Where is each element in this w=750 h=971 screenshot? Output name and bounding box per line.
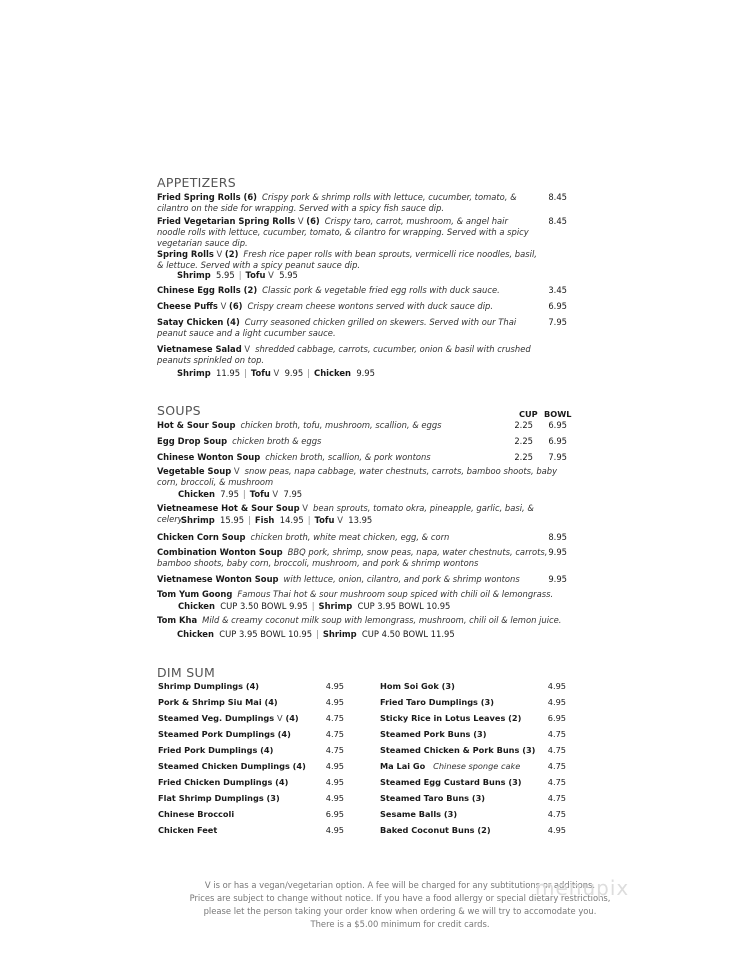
- vegan-mark: V: [268, 270, 274, 280]
- item-name: Chicken Feet: [158, 825, 218, 835]
- item-price: 4.75: [325, 713, 344, 723]
- item-price: 6.95: [547, 713, 566, 723]
- item-description: with lettuce, onion, cilantro, and pork & shrimp wontons: [283, 574, 520, 584]
- dim-sum-item: [380, 761, 566, 771]
- item-description: Crispy cream cheese wontons served with duck sauce dip.: [247, 301, 494, 311]
- item-name: Ma Lai Go: [380, 761, 426, 771]
- item-options: Shrimp 11.95 | Tofu V 9.95 | Chicken 9.95: [177, 368, 375, 378]
- item-name: Egg Drop Soup: [157, 436, 228, 446]
- option-price: CUP 3.95 BOWL 10.95: [357, 601, 451, 611]
- item-price: 4.95: [325, 681, 344, 691]
- menu-item: [157, 420, 567, 431]
- item-name: Fried Chicken Dumplings (4): [158, 777, 289, 787]
- menu-item: [157, 615, 567, 626]
- dim-sum-item: [380, 825, 566, 835]
- option-price: 14.95: [279, 515, 304, 525]
- item-name: Steamed Pork Buns (3): [380, 729, 487, 739]
- menu-item: [157, 589, 567, 600]
- dim-sum-item: [380, 777, 566, 787]
- cup-price: 2.25: [514, 420, 533, 430]
- option-name: Shrimp: [177, 368, 211, 378]
- item-price: 6.95: [548, 420, 567, 430]
- item-name: Shrimp Dumplings (4): [158, 681, 260, 691]
- item-price: 4.75: [547, 793, 566, 803]
- item-description: Crispy taro, carrot, mushroom, & angel hair noodle rolls with lettuce, cucumber, tomato, & cilantro for wrapping. Served with a spicy vegetarian sauce dip.: [157, 216, 529, 248]
- item-name: Steamed Pork Dumplings (4): [158, 729, 291, 739]
- dim-sum-item: [158, 777, 344, 787]
- dim-sum-item: [158, 697, 344, 707]
- item-name: Vietnamese Salad: [157, 344, 242, 354]
- item-price: 4.75: [547, 777, 566, 787]
- option-name: Tofu: [249, 489, 270, 499]
- item-name: Chinese Broccoli: [158, 809, 235, 819]
- option-price: 15.95: [220, 515, 245, 525]
- option-price: 9.95: [284, 368, 304, 378]
- bowl-header: BOWL: [544, 409, 572, 419]
- item-count: (4): [285, 713, 299, 723]
- option-price: 7.95: [283, 489, 303, 499]
- item-description: Mild & creamy coconut milk soup with lemongrass, mushroom, chili oil & lemon juice.: [202, 615, 562, 625]
- item-description: snow peas, napa cabbage, water chestnuts, carrots, bamboo shoots, baby corn, broccoli, & mushroom: [157, 466, 558, 487]
- item-name: Steamed Taro Buns (3): [380, 793, 486, 803]
- option-name: Chicken: [178, 601, 215, 611]
- item-name: Fried Taro Dumplings (3): [380, 697, 494, 707]
- item-name: Fried Vegetarian Spring Rolls: [157, 216, 296, 226]
- section-title-dim-sum: DIM SUM: [157, 665, 216, 680]
- menu-item: [157, 344, 567, 366]
- option-name: Fish: [254, 515, 275, 525]
- vegan-mark: V: [216, 249, 223, 259]
- option-name: Shrimp: [177, 270, 211, 280]
- menu-item: [157, 452, 567, 463]
- section-title-appetizers: APPETIZERS: [157, 175, 236, 190]
- menu-item: [157, 574, 567, 585]
- item-name: Spring Rolls: [157, 249, 214, 259]
- option-name: Shrimp: [318, 601, 353, 611]
- item-description: Chinese sponge cake: [433, 761, 521, 771]
- item-price: 4.95: [325, 777, 344, 787]
- footer-note: please let the person taking your order know when ordering & we will try to accomodate you.: [203, 906, 597, 916]
- item-name: Vietneamese Hot & Sour Soup: [157, 503, 300, 513]
- menu-item: [157, 249, 567, 271]
- item-name: Chicken Corn Soup: [157, 532, 246, 542]
- footer-note: There is a $5.00 minimum for credit cards.: [310, 919, 490, 929]
- item-name: Combination Wonton Soup: [157, 547, 283, 557]
- item-price: 9.95: [548, 547, 567, 557]
- item-name: Sticky Rice in Lotus Leaves (2): [380, 713, 522, 723]
- option-price: 11.95: [216, 368, 241, 378]
- item-description: BBQ pork, shrimp, snow peas, napa, water chestnuts, carrots, bamboo shoots, baby corn, broccoli, mushroom, and pork & shrimp wontons: [157, 547, 548, 568]
- item-options: Chicken CUP 3.95 BOWL 10.95 | Shrimp CUP 4.50 BOWL 11.95: [177, 629, 455, 639]
- vegan-mark: V: [272, 489, 279, 499]
- item-name: Steamed Chicken Dumplings (4): [158, 761, 306, 771]
- option-price: 5.95: [216, 270, 235, 280]
- item-price: 7.95: [548, 317, 567, 327]
- dim-sum-item: [158, 713, 344, 723]
- option-price: 9.95: [356, 368, 375, 378]
- item-options: Shrimp 5.95 | Tofu V 5.95: [177, 270, 298, 280]
- item-price: 6.95: [325, 809, 344, 819]
- dim-sum-item: [158, 793, 344, 803]
- item-description: chicken broth, scallion, & pork wontons: [265, 452, 431, 462]
- item-name: Steamed Egg Custard Buns (3): [380, 777, 522, 787]
- item-price: 4.75: [547, 761, 566, 771]
- item-name: Hot & Sour Soup: [157, 420, 236, 430]
- vegan-mark: V: [233, 466, 240, 476]
- item-price: 4.95: [325, 697, 344, 707]
- dim-sum-item: [158, 825, 344, 835]
- option-name: Chicken: [178, 489, 215, 499]
- item-name: Tom Kha: [157, 615, 198, 625]
- vegan-mark: V: [277, 713, 283, 723]
- option-price: CUP 3.95 BOWL 10.95: [219, 629, 313, 639]
- option-name: Tofu: [245, 270, 266, 280]
- vegan-mark: V: [273, 368, 280, 378]
- dim-sum-item: [380, 713, 566, 723]
- dim-sum-item: [158, 729, 344, 739]
- item-description: Classic pork & vegetable fried egg rolls with duck sauce.: [262, 285, 500, 295]
- item-price: 4.75: [547, 809, 566, 819]
- item-description: Crispy pork & shrimp rolls with lettuce, cucumber, tomato, & cilantro on the side for wrapping. Served with a spicy fish sauce dip.: [157, 192, 517, 213]
- option-name: Shrimp: [322, 629, 357, 639]
- option-name: Chicken: [314, 368, 351, 378]
- item-price: 9.95: [548, 574, 567, 584]
- option-price: 5.95: [279, 270, 298, 280]
- dim-sum-item: [158, 681, 344, 691]
- item-price: 4.95: [547, 681, 566, 691]
- footer-note: V is or has a vegan/vegetarian option. A fee will be charged for any subtitutions or additions.: [204, 880, 596, 890]
- menu-item: [157, 192, 567, 214]
- item-price: 4.75: [547, 745, 566, 755]
- item-description: chicken broth & eggs: [232, 436, 322, 446]
- vegan-mark: V: [337, 515, 343, 525]
- watermark-logo: menupix: [535, 876, 630, 900]
- option-price: CUP 4.50 BOWL 11.95: [361, 629, 455, 639]
- menu-item: [157, 317, 567, 339]
- item-name: Hom Soi Gok (3): [380, 681, 455, 691]
- item-name: Vegetable Soup: [157, 466, 232, 476]
- dim-sum-item: [380, 745, 566, 755]
- item-description: chicken broth, tofu, mushroom, scallion, & eggs: [240, 420, 442, 430]
- item-name: Vietnamese Wonton Soup: [157, 574, 279, 584]
- vegan-mark: V: [297, 216, 304, 226]
- item-options: Shrimp 15.95 | Fish 14.95 | Tofu V 13.95: [181, 515, 373, 525]
- dim-sum-item: [380, 809, 566, 819]
- item-count: (6): [229, 301, 243, 311]
- vegan-mark: V: [302, 503, 309, 513]
- dim-sum-item: [158, 745, 344, 755]
- item-price: 4.75: [547, 729, 566, 739]
- item-price: 3.45: [548, 285, 567, 295]
- footer-note: Prices are subject to change without notice. If you have a food allergy or special dietary restrictions,: [189, 893, 611, 903]
- option-name: Tofu: [250, 368, 271, 378]
- menu-item: [157, 216, 567, 249]
- menu-item: [157, 532, 567, 543]
- item-price: 8.45: [548, 192, 567, 202]
- cup-price: 2.25: [514, 436, 533, 446]
- option-name: Chicken: [177, 629, 214, 639]
- item-description: Curry seasoned chicken grilled on skewers. Served with our Thai peanut sauce and a light cucumber sauce.: [157, 317, 517, 338]
- option-price: 13.95: [348, 515, 373, 525]
- item-price: 4.95: [547, 697, 566, 707]
- item-name: Cheese Puffs: [157, 301, 218, 311]
- item-name: Pork & Shrimp Siu Mai (4): [158, 697, 278, 707]
- item-name: Flat Shrimp Dumplings (3): [158, 793, 280, 803]
- item-price: 6.95: [548, 301, 567, 311]
- item-name: Steamed Veg. Dumplings: [158, 713, 275, 723]
- option-name: Tofu: [314, 515, 335, 525]
- dim-sum-item: [380, 697, 566, 707]
- menu-item: [157, 285, 567, 296]
- menu-item: [157, 436, 567, 447]
- item-description: chicken broth, white meat chicken, egg, & corn: [250, 532, 450, 542]
- item-price: 4.95: [325, 825, 344, 835]
- item-name: Fried Pork Dumplings (4): [158, 745, 274, 755]
- item-price: 4.95: [547, 825, 566, 835]
- item-price: 4.75: [325, 729, 344, 739]
- item-name: Satay Chicken (4): [157, 317, 240, 327]
- option-price: CUP 3.50 BOWL 9.95: [220, 601, 308, 611]
- item-price: 4.75: [325, 745, 344, 755]
- item-count: (2): [224, 249, 239, 259]
- item-price: 8.95: [548, 532, 567, 542]
- item-price: 4.95: [325, 761, 344, 771]
- item-price: 6.95: [548, 436, 567, 446]
- item-name: Steamed Chicken & Pork Buns (3): [380, 745, 536, 755]
- menu-item: [157, 466, 567, 488]
- item-name: Chinese Wonton Soup: [157, 452, 261, 462]
- item-name: Baked Coconut Buns (2): [380, 825, 491, 835]
- dim-sum-item: [380, 793, 566, 803]
- dim-sum-item: [158, 761, 344, 771]
- item-description: Famous Thai hot & sour mushroom soup spiced with chili oil & lemongrass.: [237, 589, 554, 599]
- menu-item: [157, 301, 567, 312]
- cup-price: 2.25: [514, 452, 533, 462]
- vegan-mark: V: [220, 301, 227, 311]
- item-description: Fresh rice paper rolls with bean sprouts, vermicelli rice noodles, basil, & lettuce. Served with a spicy peanut sauce dip.: [157, 249, 537, 270]
- item-options: Chicken CUP 3.50 BOWL 9.95 | Shrimp CUP 3.95 BOWL 10.95: [178, 601, 451, 611]
- item-name: Sesame Balls (3): [380, 809, 458, 819]
- menu-item: [157, 547, 567, 569]
- option-price: 7.95: [220, 489, 239, 499]
- option-name: Shrimp: [181, 515, 215, 525]
- cup-header: CUP: [519, 409, 538, 419]
- vegan-mark: V: [244, 344, 251, 354]
- dim-sum-item: [158, 809, 344, 819]
- item-price: 4.95: [325, 793, 344, 803]
- dim-sum-item: [380, 729, 566, 739]
- item-name: Chinese Egg Rolls (2): [157, 285, 258, 295]
- item-count: (6): [306, 216, 320, 226]
- dim-sum-item: [380, 681, 566, 691]
- item-description: shredded cabbage, carrots, cucumber, onion & basil with crushed peanuts sprinkled on top.: [157, 344, 531, 365]
- item-name: Tom Yum Goong: [157, 589, 233, 599]
- section-title-soups: SOUPS: [157, 403, 201, 418]
- item-name: Fried Spring Rolls (6): [157, 192, 258, 202]
- item-price: 7.95: [548, 452, 567, 462]
- item-description: bean sprouts, tomato okra, pineapple, garlic, basi, & celery: [157, 503, 534, 524]
- item-options: Chicken 7.95 | Tofu V 7.95: [178, 489, 303, 499]
- item-price: 8.45: [548, 216, 567, 226]
